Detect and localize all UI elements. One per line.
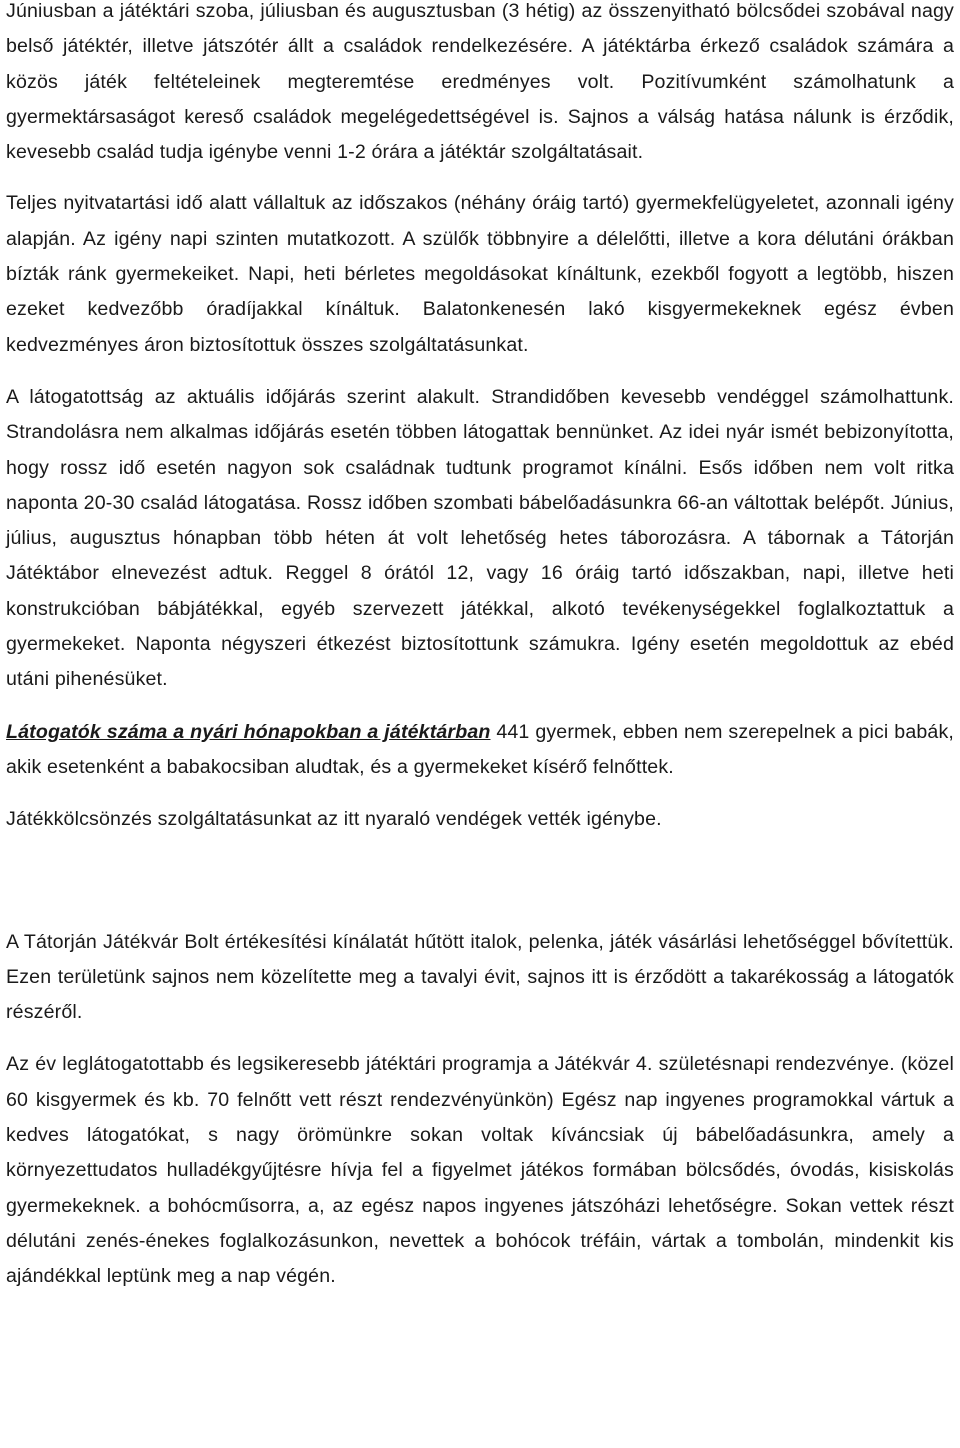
paragraph-toy-lending: Játékkölcsönzés szolgáltatásunkat az itt nyaraló vendégek vették igénybe. [6,808,662,831]
visitor-count-text: 441 gyermek, ebben nem szerepelnek a pici babák, akik esetenként a babakocsiban aludtak, és a gyermekeket kísérő felnőttek. [6,720,955,778]
document-page [6,0,954,1295]
paragraph-visitor-count [6,715,954,786]
paragraph-playroom-summer: Júniusban a játéktári szoba, júliusban és augusztusban (3 hétig) az összenyitható bölcsődei szobával nagy belső játéktér, illetve játszótér állt a családok rendelkezésére. A játéktárba érkező családok számára a közös játék feltételeinek megteremtése eredményes volt. Pozitívumként számolhatunk a gyermektársaságot kereső családok megelégedettségével is. Sajnos a válság hatása nálunk is érződik, kevesebb család tudja igénybe venni 1-2 órára a játéktár szolgáltatásait. [6,0,954,164]
paragraph-birthday-event: Az év leglátogatottabb és legsikeresebb játéktári programja a Játékvár 4. születésnapi rendezvénye. (közel 60 kisgyermek és kb. 70 felnőtt vett részt rendezvényünkön) Egész nap ingyenes programokkal vártuk a kedves látogatókat, s nagy örömünkre sokan voltak kíváncsiak új bábelőadásunkra, amely a környezettudatos hulladékgyűjtésre hívja fel a figyelmet játékos formában bölcsődés, óvodás, kisiskolás gyermekeknek. a bohócműsorra, a, az egész napos ingyenes játszóházi lehetőségre. Sokan vettek részt délutáni zenés-énekes foglalkozásunkon, nevettek a bohócok tréfáin, vártak a tombolán, mindenkit kis ajándékkal leptünk meg a nap végén. [6,1053,954,1288]
visitor-count-heading: Látogatók száma a nyári hónapokban a játéktárban [6,720,491,743]
paragraph-attendance-weather: A látogatottság az aktuális időjárás szerint alakult. Strandidőben kevesebb vendéggel számolhattunk. Strandolásra nem alkalmas időjárás esetén többen látogattak bennünket. Az idei nyár ismét bebizonyította, hogy rossz idő esetén nagyon sok családnak tudtunk programot kínálni. Esős időben nem volt ritka naponta 20-30 család látogatása. Rossz időben szombati bábelőadásunkra 66-an váltottak belépőt. Június, július, augusztus hónapban több héten át volt lehetőség hetes táborozásra. A tábornak a Tátorján Játéktábor elnevezést adtuk. Reggel 8 órától 12, vagy 16 óráig tartó időszakban, napi, illetve heti konstrukcióban bábjátékkal, egyéb szervezett játékkal, alkotó tevékenységekkel foglalkoztattuk a gyermekeket. Naponta négyszeri étkezést biztosítottunk számukra. Igény esetén megoldottuk az ebéd utáni pihenésüket. [6,385,954,691]
paragraph-childcare: Teljes nyitvatartási idő alatt vállaltuk az időszakos (néhány óráig tartó) gyermekfelügyeletet, azonnali igény alapján. Az igény napi szinten mutatkozott. A szülők többnyire a délelőtti, illetve a kora délutáni órákban bízták ránk gyermekeiket. Napi, heti bérletes megoldásokat kínáltunk, ezekből fogyott a legtöbb, hiszen ezeket kedvezőbb óradíjakkal kínáltuk. Balatonkenesén lakó kisgyermekeknek egész évben kedvezményes áron biztosítottuk összes szolgáltatásunkat. [6,192,954,356]
paragraph-shop: A Tátorján Játékvár Bolt értékesítési kínálatát hűtött italok, pelenka, játék vásárlási lehetőséggel bővítettük. Ezen területünk sajnos nem közelítette meg a tavalyi évit, sajnos itt is érződött a takarékosság a látogatók részéről. [6,930,954,1024]
